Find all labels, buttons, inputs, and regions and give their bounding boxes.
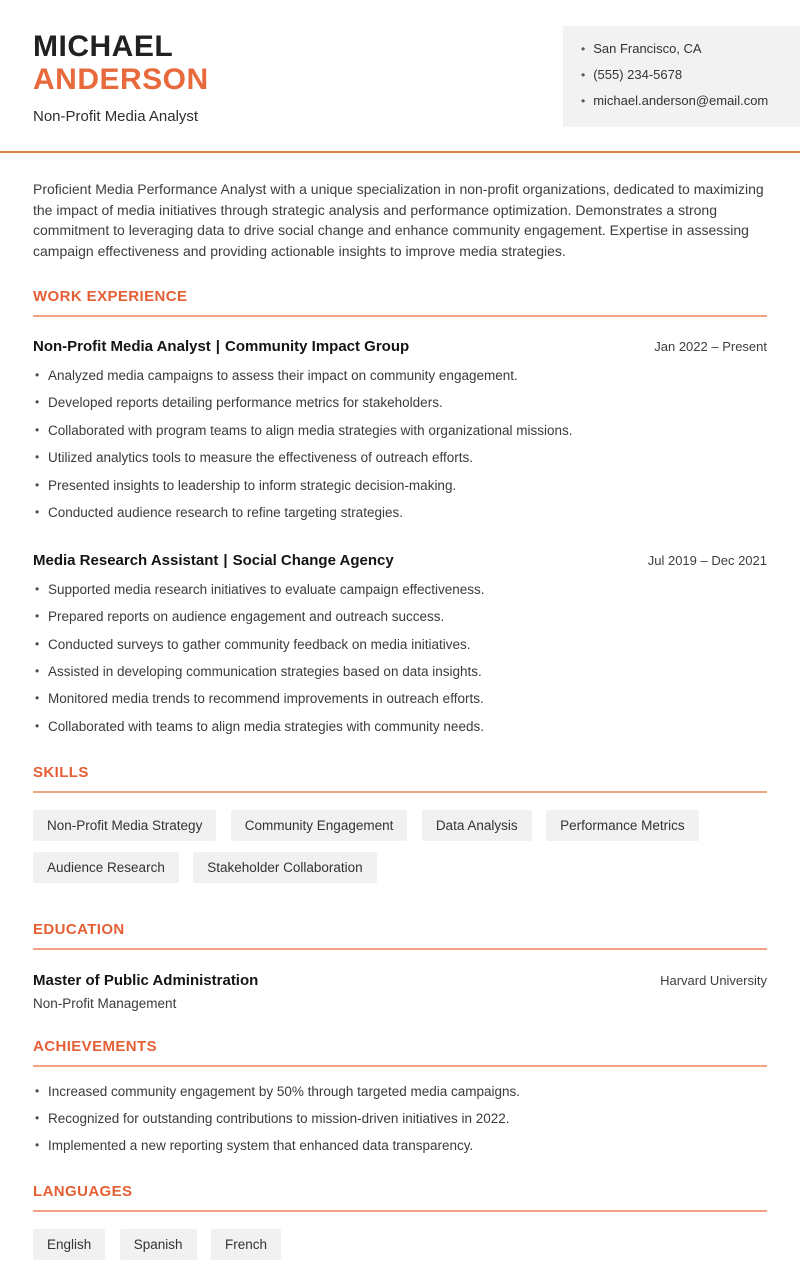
section-work-experience bbox=[33, 288, 767, 737]
language-chip: Spanish bbox=[120, 1229, 197, 1260]
job-title bbox=[33, 338, 409, 355]
job-header-row bbox=[33, 552, 767, 569]
job-bullet: • Monitored media trends to recommend improvements in outreach efforts. bbox=[33, 690, 767, 709]
job-company: Social Change Agency bbox=[232, 551, 394, 569]
section-education bbox=[33, 921, 767, 1011]
contact-location bbox=[581, 41, 786, 57]
resume-body bbox=[0, 179, 800, 1271]
job-bullet: • Prepared reports on audience engagement and outreach success. bbox=[33, 608, 767, 627]
section-skills bbox=[33, 764, 767, 894]
contact-box bbox=[563, 26, 800, 127]
contact-phone-text: (555) 234-5678 bbox=[593, 67, 683, 82]
languages-heading: LANGUAGES bbox=[33, 1183, 133, 1201]
skill-chip: Stakeholder Collaboration bbox=[193, 852, 376, 883]
work-experience-heading: WORK EXPERIENCE bbox=[33, 288, 188, 305]
pipe-separator: | bbox=[223, 551, 228, 569]
job-entry bbox=[33, 338, 767, 523]
contact-email bbox=[581, 93, 786, 109]
skills-chip-list bbox=[33, 810, 767, 894]
contact-email-text: michael.anderson@email.com bbox=[593, 93, 769, 108]
contact-location-text: San Francisco, CA bbox=[593, 41, 702, 56]
summary-paragraph: Proficient Media Performance Analyst with a unique specialization in non-profit organizations, dedicated to maximizing the impact of media initiatives through strategic analysis and performance optimization. Demonstrates a strong commitment to leveraging data to drive social change and enhance community engagement. Expertise in assessing campaign effectiveness and providing actionable insights to improve media strategies. bbox=[33, 181, 764, 259]
bullet-icon: • bbox=[581, 94, 586, 108]
name-block bbox=[33, 26, 209, 125]
section-rule bbox=[33, 1210, 767, 1212]
language-chip: French bbox=[211, 1229, 281, 1260]
job-bullet-list bbox=[33, 367, 767, 523]
bullet-icon: • bbox=[581, 42, 586, 56]
header-divider bbox=[0, 151, 800, 153]
achievement-bullet: • Implemented a new reporting system that enhanced data transparency. bbox=[33, 1137, 767, 1156]
job-bullet: • Assisted in developing communication strategies based on data insights. bbox=[33, 663, 767, 682]
job-title bbox=[33, 552, 394, 569]
achievement-bullet: • Recognized for outstanding contributions to mission-driven initiatives in 2022. bbox=[33, 1110, 767, 1129]
skills-heading: SKILLS bbox=[33, 763, 89, 781]
language-chip: English bbox=[33, 1229, 105, 1260]
job-role: Non-Profit Media Analyst bbox=[33, 338, 211, 355]
pipe-separator: | bbox=[215, 338, 220, 355]
skill-chip: Community Engagement bbox=[231, 810, 408, 841]
job-dates: Jan 2022 – Present bbox=[654, 339, 767, 354]
first-name: MICHAEL bbox=[33, 30, 174, 63]
job-header-row bbox=[33, 338, 767, 355]
skill-chip: Non-Profit Media Strategy bbox=[33, 810, 216, 841]
achievements-list bbox=[33, 1083, 767, 1157]
job-bullet: • Collaborated with program teams to align media strategies with organizational missions. bbox=[33, 422, 767, 441]
section-rule bbox=[33, 791, 767, 793]
job-bullet: • Supported media research initiatives to evaluate campaign effectiveness. bbox=[33, 581, 767, 600]
skill-chip: Data Analysis bbox=[422, 810, 532, 841]
header-job-title: Non-Profit Media Analyst bbox=[33, 108, 199, 125]
education-school: Harvard University bbox=[660, 972, 767, 988]
job-bullet: • Conducted surveys to gather community feedback on media initiatives. bbox=[33, 636, 767, 655]
section-achievements bbox=[33, 1038, 767, 1157]
job-bullet: • Collaborated with teams to align media strategies with community needs. bbox=[33, 718, 767, 737]
section-rule bbox=[33, 315, 767, 317]
bullet-icon: • bbox=[581, 68, 586, 82]
skill-chip: Audience Research bbox=[33, 852, 179, 883]
education-field: Non-Profit Management bbox=[33, 995, 177, 1011]
last-name: ANDERSON bbox=[33, 63, 209, 96]
education-heading: EDUCATION bbox=[33, 920, 125, 938]
resume-header bbox=[0, 0, 800, 127]
education-entry bbox=[33, 972, 767, 1011]
achievement-bullet: • Increased community engagement by 50% through targeted media campaigns. bbox=[33, 1083, 767, 1102]
achievements-heading: ACHIEVEMENTS bbox=[33, 1037, 157, 1055]
job-bullet: • Utilized analytics tools to measure the effectiveness of outreach efforts. bbox=[33, 449, 767, 468]
job-bullet: • Presented insights to leadership to inform strategic decision-making. bbox=[33, 477, 767, 496]
education-degree: Master of Public Administration bbox=[33, 971, 259, 989]
section-languages bbox=[33, 1183, 767, 1271]
job-bullet: • Analyzed media campaigns to assess their impact on community engagement. bbox=[33, 367, 767, 386]
job-dates: Jul 2019 – Dec 2021 bbox=[647, 552, 767, 568]
job-entry bbox=[33, 552, 767, 737]
job-bullet-list bbox=[33, 581, 767, 737]
job-bullet: • Developed reports detailing performance metrics for stakeholders. bbox=[33, 394, 767, 413]
section-rule bbox=[33, 1065, 767, 1067]
section-rule bbox=[33, 948, 767, 950]
skill-chip: Performance Metrics bbox=[546, 810, 699, 841]
contact-phone bbox=[581, 67, 786, 83]
education-header-row bbox=[33, 972, 767, 989]
job-company: Community Impact Group bbox=[225, 338, 410, 355]
job-bullet: • Conducted audience research to refine targeting strategies. bbox=[33, 504, 767, 523]
job-role: Media Research Assistant bbox=[33, 551, 219, 569]
languages-chip-list bbox=[33, 1229, 767, 1271]
